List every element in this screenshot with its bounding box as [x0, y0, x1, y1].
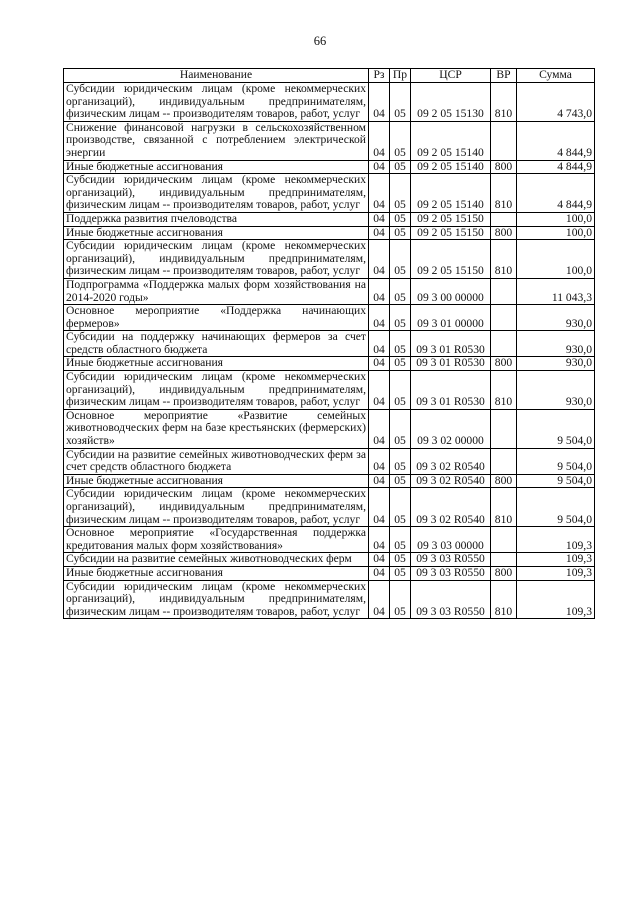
cell-name: Субсидии на развитие семейных животноводческих ферм за счет средств областного бюджета: [64, 448, 369, 474]
cell-sum: 930,0: [517, 331, 595, 357]
table-row: [64, 580, 595, 619]
cell-rz: 04: [369, 371, 390, 410]
cell-csr: 09 3 03 R0550: [411, 580, 491, 619]
cell-pr: 05: [390, 580, 411, 619]
cell-vr: 800: [491, 226, 517, 240]
cell-name: Иные бюджетные ассигнования: [64, 357, 369, 371]
cell-sum: 4 844,9: [517, 121, 595, 160]
cell-sum: 9 504,0: [517, 448, 595, 474]
header-rz: Рз: [369, 69, 390, 83]
cell-name: Иные бюджетные ассигнования: [64, 226, 369, 240]
cell-sum: 100,0: [517, 212, 595, 226]
cell-vr: 800: [491, 566, 517, 580]
cell-vr: 810: [491, 371, 517, 410]
cell-rz: 04: [369, 448, 390, 474]
cell-pr: 05: [390, 212, 411, 226]
cell-vr: 800: [491, 357, 517, 371]
cell-vr: [491, 212, 517, 226]
header-pr: Пр: [390, 69, 411, 83]
cell-name: Субсидии на развитие семейных животноводческих ферм: [64, 553, 369, 567]
cell-rz: 04: [369, 83, 390, 122]
cell-sum: 4 844,9: [517, 174, 595, 213]
cell-csr: 09 3 02 R0540: [411, 474, 491, 488]
cell-name: Иные бюджетные ассигнования: [64, 160, 369, 174]
cell-pr: 05: [390, 553, 411, 567]
table-row: [64, 566, 595, 580]
cell-rz: 04: [369, 474, 390, 488]
table-row: [64, 371, 595, 410]
cell-pr: 05: [390, 174, 411, 213]
cell-name: Основное мероприятие «Государственная поддержка кредитования малых форм хозяйствования»: [64, 527, 369, 553]
cell-pr: 05: [390, 527, 411, 553]
table-row: [64, 240, 595, 279]
cell-name: Снижение финансовой нагрузки в сельскохозяйственном производстве, связанной с потреблением электрической энергии: [64, 121, 369, 160]
table-header-row: [64, 69, 595, 83]
cell-sum: 11 043,3: [517, 278, 595, 304]
cell-rz: 04: [369, 357, 390, 371]
cell-pr: 05: [390, 566, 411, 580]
cell-vr: [491, 278, 517, 304]
cell-csr: 09 3 03 00000: [411, 527, 491, 553]
table-row: [64, 121, 595, 160]
cell-name: Поддержка развития пчеловодства: [64, 212, 369, 226]
table-row: [64, 474, 595, 488]
cell-name: Субсидии юридическим лицам (кроме некоммерческих организаций), индивидуальным предпринимателям, физическим лицам -- производителям товаров, работ, услуг: [64, 580, 369, 619]
cell-pr: 05: [390, 160, 411, 174]
cell-csr: 09 2 05 15140: [411, 121, 491, 160]
cell-vr: 810: [491, 488, 517, 527]
cell-rz: 04: [369, 331, 390, 357]
cell-rz: 04: [369, 527, 390, 553]
cell-vr: 810: [491, 240, 517, 279]
cell-vr: 800: [491, 474, 517, 488]
page-number: 66: [313, 34, 327, 48]
cell-rz: 04: [369, 226, 390, 240]
table-row: [64, 357, 595, 371]
cell-pr: 05: [390, 409, 411, 448]
cell-pr: 05: [390, 240, 411, 279]
cell-vr: [491, 331, 517, 357]
table-row: [64, 488, 595, 527]
cell-csr: 09 3 02 00000: [411, 409, 491, 448]
cell-vr: [491, 553, 517, 567]
cell-rz: 04: [369, 160, 390, 174]
cell-sum: 9 504,0: [517, 488, 595, 527]
cell-sum: 930,0: [517, 371, 595, 410]
cell-vr: [491, 305, 517, 331]
cell-csr: 09 2 05 15150: [411, 212, 491, 226]
table-row: [64, 226, 595, 240]
cell-csr: 09 3 02 R0540: [411, 488, 491, 527]
cell-rz: 04: [369, 553, 390, 567]
cell-sum: 9 504,0: [517, 474, 595, 488]
header-csr: ЦСР: [411, 69, 491, 83]
cell-sum: 109,3: [517, 566, 595, 580]
cell-pr: 05: [390, 278, 411, 304]
cell-pr: 05: [390, 371, 411, 410]
table-row: [64, 174, 595, 213]
table-row: [64, 305, 595, 331]
cell-pr: 05: [390, 121, 411, 160]
cell-pr: 05: [390, 474, 411, 488]
cell-sum: 930,0: [517, 305, 595, 331]
cell-csr: 09 3 01 R0530: [411, 331, 491, 357]
cell-sum: 930,0: [517, 357, 595, 371]
cell-rz: 04: [369, 580, 390, 619]
table-row: [64, 83, 595, 122]
cell-name: Подпрограмма «Поддержка малых форм хозяйствования на 2014-2020 годы»: [64, 278, 369, 304]
cell-pr: 05: [390, 305, 411, 331]
header-name: Наименование: [64, 69, 369, 83]
cell-name: Субсидии юридическим лицам (кроме некоммерческих организаций), индивидуальным предпринимателям, физическим лицам -- производителям товаров, работ, услуг: [64, 174, 369, 213]
cell-sum: 100,0: [517, 226, 595, 240]
cell-name: Основное мероприятие «Развитие семейных животноводческих ферм на базе крестьянских (фермерских) хозяйств»: [64, 409, 369, 448]
cell-name: Иные бюджетные ассигнования: [64, 566, 369, 580]
cell-pr: 05: [390, 331, 411, 357]
cell-sum: 4 743,0: [517, 83, 595, 122]
cell-sum: 100,0: [517, 240, 595, 279]
cell-name: Основное мероприятие «Поддержка начинающих фермеров»: [64, 305, 369, 331]
budget-table: [63, 68, 595, 619]
table-row: [64, 160, 595, 174]
cell-pr: 05: [390, 488, 411, 527]
cell-name: Субсидии юридическим лицам (кроме некоммерческих организаций), индивидуальным предпринимателям, физическим лицам -- производителям товаров, работ, услуг: [64, 83, 369, 122]
table-row: [64, 409, 595, 448]
cell-pr: 05: [390, 83, 411, 122]
table-row: [64, 331, 595, 357]
cell-rz: 04: [369, 409, 390, 448]
cell-name: Субсидии юридическим лицам (кроме некоммерческих организаций), индивидуальным предпринимателям, физическим лицам -- производителям товаров, работ, услуг: [64, 371, 369, 410]
cell-sum: 109,3: [517, 527, 595, 553]
cell-rz: 04: [369, 174, 390, 213]
cell-rz: 04: [369, 305, 390, 331]
table-row: [64, 553, 595, 567]
cell-vr: 810: [491, 580, 517, 619]
cell-sum: 9 504,0: [517, 409, 595, 448]
cell-csr: 09 3 03 R0550: [411, 566, 491, 580]
cell-rz: 04: [369, 488, 390, 527]
table-row: [64, 448, 595, 474]
cell-pr: 05: [390, 448, 411, 474]
cell-vr: [491, 448, 517, 474]
cell-sum: 109,3: [517, 553, 595, 567]
cell-rz: 04: [369, 212, 390, 226]
cell-name: Иные бюджетные ассигнования: [64, 474, 369, 488]
cell-vr: 810: [491, 174, 517, 213]
cell-rz: 04: [369, 240, 390, 279]
table-row: [64, 527, 595, 553]
cell-csr: 09 3 02 R0540: [411, 448, 491, 474]
cell-csr: 09 2 05 15140: [411, 160, 491, 174]
cell-sum: 109,3: [517, 580, 595, 619]
cell-csr: 09 2 05 15140: [411, 174, 491, 213]
cell-vr: [491, 527, 517, 553]
cell-csr: 09 2 05 15150: [411, 240, 491, 279]
cell-csr: 09 2 05 15150: [411, 226, 491, 240]
table-body: [64, 83, 595, 619]
cell-name: Субсидии на поддержку начинающих фермеров за счет средств областного бюджета: [64, 331, 369, 357]
header-vr: ВР: [491, 69, 517, 83]
table-row: [64, 278, 595, 304]
cell-rz: 04: [369, 121, 390, 160]
cell-sum: 4 844,9: [517, 160, 595, 174]
cell-csr: 09 3 03 R0550: [411, 553, 491, 567]
cell-vr: [491, 121, 517, 160]
cell-name: Субсидии юридическим лицам (кроме некоммерческих организаций), индивидуальным предпринимателям, физическим лицам -- производителям товаров, работ, услуг: [64, 488, 369, 527]
cell-pr: 05: [390, 226, 411, 240]
header-sum: Сумма: [517, 69, 595, 83]
cell-name: Субсидии юридическим лицам (кроме некоммерческих организаций), индивидуальным предпринимателям, физическим лицам -- производителям товаров, работ, услуг: [64, 240, 369, 279]
cell-csr: 09 2 05 15130: [411, 83, 491, 122]
cell-vr: [491, 409, 517, 448]
table-row: [64, 212, 595, 226]
cell-pr: 05: [390, 357, 411, 371]
cell-csr: 09 3 01 R0530: [411, 371, 491, 410]
cell-vr: 800: [491, 160, 517, 174]
cell-csr: 09 3 01 00000: [411, 305, 491, 331]
cell-csr: 09 3 00 00000: [411, 278, 491, 304]
cell-rz: 04: [369, 566, 390, 580]
cell-csr: 09 3 01 R0530: [411, 357, 491, 371]
cell-rz: 04: [369, 278, 390, 304]
cell-vr: 810: [491, 83, 517, 122]
